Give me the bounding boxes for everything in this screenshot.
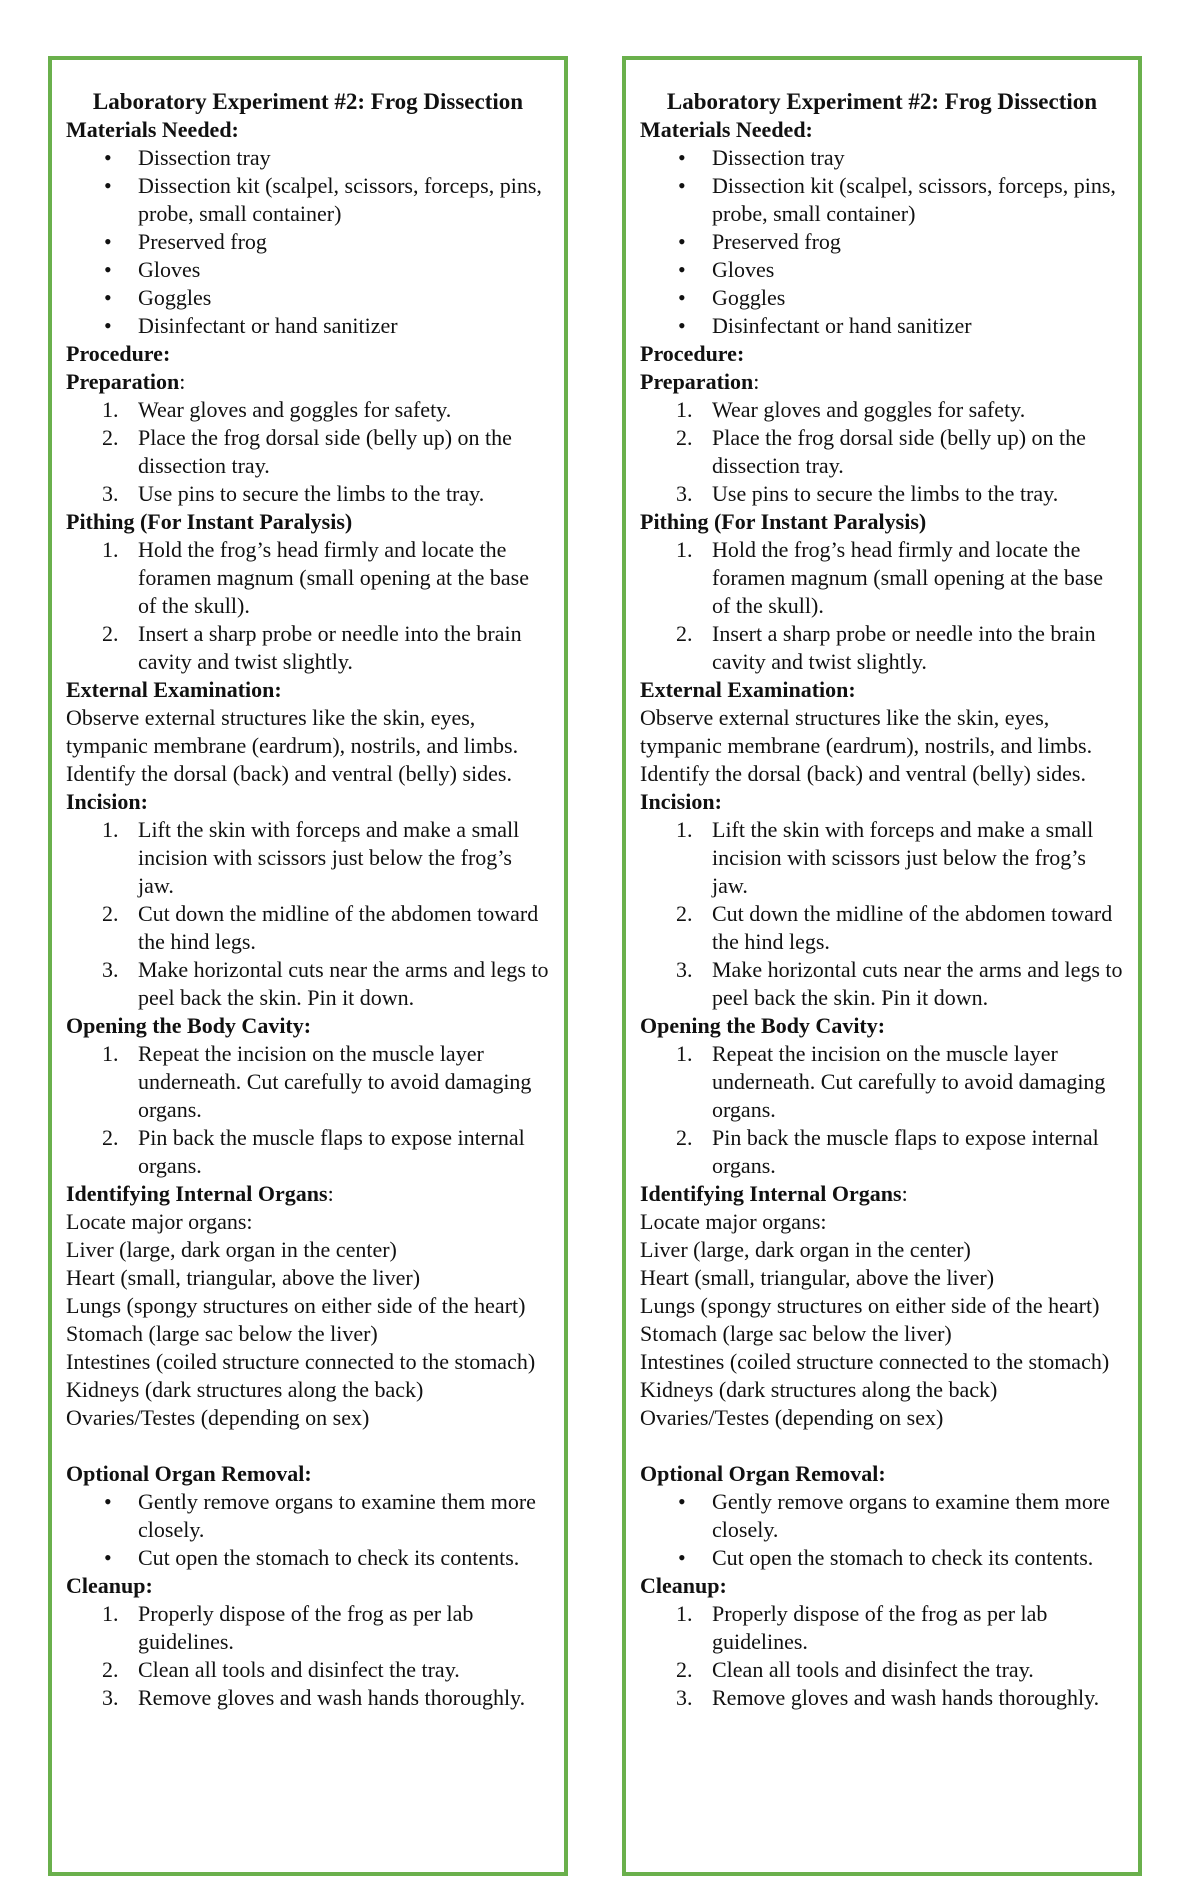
list-item: • Dissection kit (scalpel, scissors, forceps, pins, probe, small container) bbox=[138, 172, 550, 228]
incision-heading: Incision: bbox=[66, 789, 148, 814]
list-item: • Gently remove organs to examine them more closely. bbox=[138, 1488, 550, 1544]
external-text: Identify the dorsal (back) and ventral (belly) sides. bbox=[66, 761, 512, 786]
list-item: 1. Properly dispose of the frog as per lab guidelines. bbox=[102, 1601, 474, 1654]
organ-line: Ovaries/Testes (depending on sex) bbox=[66, 1405, 370, 1430]
list-item: 2. Place the frog dorsal side (belly up) on the dissection tray. bbox=[676, 425, 1086, 478]
list-item: • Gently remove organs to examine them more closely. bbox=[712, 1488, 1124, 1544]
lab-sheet-right bbox=[622, 56, 1142, 1876]
list-item: • Disinfectant or hand sanitizer bbox=[712, 312, 1124, 340]
removal-heading: Optional Organ Removal: bbox=[66, 1461, 312, 1486]
materials-list bbox=[640, 144, 1124, 340]
list-item: • Preserved frog bbox=[138, 228, 550, 256]
list-item: • Dissection kit (scalpel, scissors, forceps, pins, probe, small container) bbox=[712, 172, 1124, 228]
organs-heading: Identifying Internal Organs: bbox=[640, 1181, 908, 1206]
preparation-heading: Preparation: bbox=[66, 369, 186, 394]
external-text: Identify the dorsal (back) and ventral (belly) sides. bbox=[640, 761, 1086, 786]
list-item: 3. Make horizontal cuts near the arms and legs to peel back the skin. Pin it down. bbox=[676, 957, 1123, 1010]
procedure-heading: Procedure: bbox=[66, 341, 171, 366]
list-item: 1. Wear gloves and goggles for safety. bbox=[676, 397, 1026, 422]
organ-line: Locate major organs: bbox=[66, 1209, 253, 1234]
external-heading: External Examination: bbox=[640, 677, 856, 702]
external-text: Observe external structures like the skin, eyes, tympanic membrane (eardrum), nostrils, and limbs. bbox=[640, 705, 1093, 758]
removal-list bbox=[640, 1488, 1124, 1572]
list-item: 3. Remove gloves and wash hands thoroughly. bbox=[102, 1685, 526, 1710]
list-item: 2. Pin back the muscle flaps to expose internal organs. bbox=[102, 1125, 525, 1178]
preparation-steps bbox=[640, 396, 1124, 508]
list-item: 3. Use pins to secure the limbs to the tray. bbox=[102, 481, 485, 506]
list-item: • Gloves bbox=[712, 256, 1124, 284]
list-item: 2. Place the frog dorsal side (belly up) on the dissection tray. bbox=[102, 425, 512, 478]
list-item: • Cut open the stomach to check its contents. bbox=[712, 1544, 1124, 1572]
lab-sheet-left bbox=[48, 56, 568, 1876]
preparation-steps bbox=[66, 396, 550, 508]
cleanup-steps bbox=[640, 1600, 1124, 1712]
procedure-heading: Procedure: bbox=[640, 341, 745, 366]
organ-line: Intestines (coiled structure connected to the stomach) bbox=[66, 1349, 536, 1374]
list-item: 3. Make horizontal cuts near the arms and legs to peel back the skin. Pin it down. bbox=[102, 957, 549, 1010]
list-item: 3. Remove gloves and wash hands thoroughly. bbox=[676, 1685, 1100, 1710]
list-item: • Gloves bbox=[138, 256, 550, 284]
list-item: 1. Wear gloves and goggles for safety. bbox=[102, 397, 452, 422]
list-item: 1. Repeat the incision on the muscle layer underneath. Cut carefully to avoid damaging organs. bbox=[102, 1041, 532, 1122]
sheet-title: Laboratory Experiment #2: Frog Dissection bbox=[92, 89, 524, 114]
list-item: 1. Properly dispose of the frog as per lab guidelines. bbox=[676, 1601, 1048, 1654]
organ-line: Intestines (coiled structure connected to the stomach) bbox=[640, 1349, 1110, 1374]
materials-heading: Materials Needed: bbox=[640, 117, 813, 142]
organ-line: Stomach (large sac below the liver) bbox=[66, 1321, 378, 1346]
list-item: • Dissection tray bbox=[712, 144, 1124, 172]
organ-line: Ovaries/Testes (depending on sex) bbox=[640, 1405, 944, 1430]
body-cavity-steps bbox=[640, 1040, 1124, 1180]
spacer bbox=[640, 1432, 1124, 1460]
list-item: 3. Use pins to secure the limbs to the tray. bbox=[676, 481, 1059, 506]
incision-steps bbox=[640, 816, 1124, 1012]
pithing-steps bbox=[640, 536, 1124, 676]
pithing-heading: Pithing (For Instant Paralysis) bbox=[66, 509, 353, 534]
organ-line: Liver (large, dark organ in the center) bbox=[66, 1237, 397, 1262]
materials-list bbox=[66, 144, 550, 340]
incision-heading: Incision: bbox=[640, 789, 722, 814]
body-cavity-heading: Opening the Body Cavity: bbox=[640, 1013, 886, 1038]
organ-line: Kidneys (dark structures along the back) bbox=[640, 1377, 998, 1402]
spacer bbox=[66, 1432, 550, 1460]
list-item: 2. Cut down the midline of the abdomen toward the hind legs. bbox=[102, 901, 539, 954]
incision-steps bbox=[66, 816, 550, 1012]
list-item: • Goggles bbox=[138, 284, 550, 312]
organ-line: Stomach (large sac below the liver) bbox=[640, 1321, 952, 1346]
pithing-steps bbox=[66, 536, 550, 676]
list-item: • Goggles bbox=[712, 284, 1124, 312]
organs-heading: Identifying Internal Organs: bbox=[66, 1181, 334, 1206]
removal-heading: Optional Organ Removal: bbox=[640, 1461, 886, 1486]
list-item: • Preserved frog bbox=[712, 228, 1124, 256]
list-item: 1. Hold the frog’s head firmly and locate the foramen magnum (small opening at the base of the skull). bbox=[676, 537, 1103, 618]
list-item: 1. Hold the frog’s head firmly and locate the foramen magnum (small opening at the base of the skull). bbox=[102, 537, 529, 618]
organ-line: Liver (large, dark organ in the center) bbox=[640, 1237, 971, 1262]
list-item: 1. Lift the skin with forceps and make a small incision with scissors just below the frog’s jaw. bbox=[102, 817, 520, 898]
pithing-heading: Pithing (For Instant Paralysis) bbox=[640, 509, 927, 534]
sheet-title: Laboratory Experiment #2: Frog Dissection bbox=[666, 89, 1098, 114]
removal-list bbox=[66, 1488, 550, 1572]
organ-line: Lungs (spongy structures on either side of the heart) bbox=[640, 1293, 1100, 1318]
cleanup-heading: Cleanup: bbox=[640, 1573, 727, 1598]
cleanup-steps bbox=[66, 1600, 550, 1712]
materials-heading: Materials Needed: bbox=[66, 117, 239, 142]
list-item: • Dissection tray bbox=[138, 144, 550, 172]
list-item: 2. Clean all tools and disinfect the tray. bbox=[102, 1657, 460, 1682]
list-item: 1. Repeat the incision on the muscle layer underneath. Cut carefully to avoid damaging organs. bbox=[676, 1041, 1106, 1122]
list-item: 1. Lift the skin with forceps and make a small incision with scissors just below the frog’s jaw. bbox=[676, 817, 1094, 898]
organ-line: Lungs (spongy structures on either side of the heart) bbox=[66, 1293, 526, 1318]
body-cavity-steps bbox=[66, 1040, 550, 1180]
list-item: • Disinfectant or hand sanitizer bbox=[138, 312, 550, 340]
organ-line: Heart (small, triangular, above the liver) bbox=[66, 1265, 421, 1290]
preparation-heading: Preparation: bbox=[640, 369, 760, 394]
list-item: • Cut open the stomach to check its contents. bbox=[138, 1544, 550, 1572]
external-heading: External Examination: bbox=[66, 677, 282, 702]
organ-line: Locate major organs: bbox=[640, 1209, 827, 1234]
list-item: 2. Cut down the midline of the abdomen toward the hind legs. bbox=[676, 901, 1113, 954]
organ-line: Heart (small, triangular, above the liver) bbox=[640, 1265, 995, 1290]
list-item: 2. Pin back the muscle flaps to expose internal organs. bbox=[676, 1125, 1099, 1178]
list-item: 2. Insert a sharp probe or needle into the brain cavity and twist slightly. bbox=[676, 621, 1096, 674]
list-item: 2. Insert a sharp probe or needle into the brain cavity and twist slightly. bbox=[102, 621, 522, 674]
body-cavity-heading: Opening the Body Cavity: bbox=[66, 1013, 312, 1038]
list-item: 2. Clean all tools and disinfect the tray. bbox=[676, 1657, 1034, 1682]
organ-line: Kidneys (dark structures along the back) bbox=[66, 1377, 424, 1402]
cleanup-heading: Cleanup: bbox=[66, 1573, 153, 1598]
external-text: Observe external structures like the skin, eyes, tympanic membrane (eardrum), nostrils, and limbs. bbox=[66, 705, 519, 758]
